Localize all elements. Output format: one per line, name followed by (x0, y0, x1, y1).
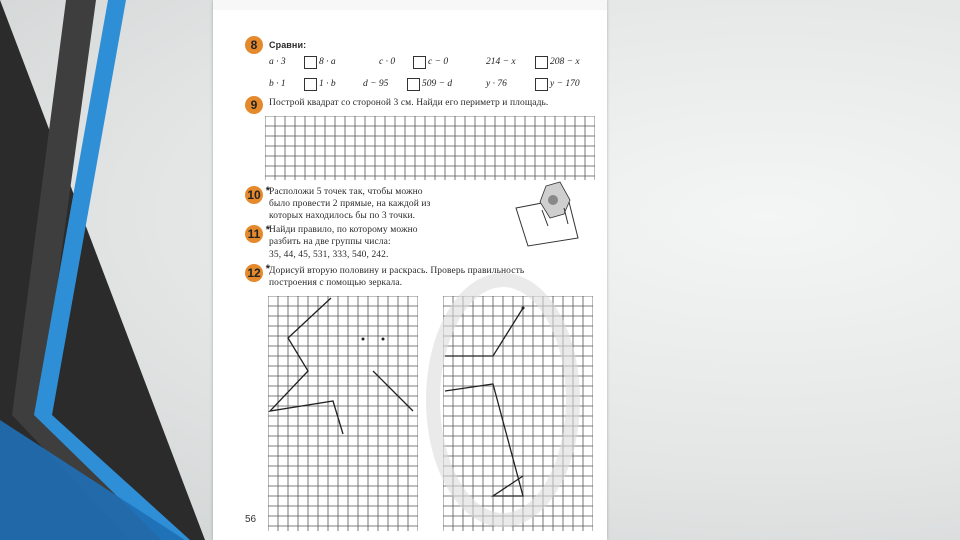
comparison-box[interactable] (304, 56, 317, 69)
t8-r1-b-right: c − 0 (428, 57, 449, 67)
comparison-box[interactable] (535, 56, 548, 69)
comparison-box[interactable] (407, 78, 420, 91)
grid-task-9 (265, 116, 595, 180)
task-10-line-2: было провести 2 прямые, на каждой из (269, 199, 431, 209)
t8-r2-c-right: y − 170 (550, 79, 580, 89)
task-8-number: 8 (245, 36, 263, 54)
task-8-title: Сравни: (269, 40, 307, 50)
task-11-number: 11 * (245, 225, 263, 243)
task-11-line-1: Найди правило, по которому можно (269, 225, 418, 235)
task-12-line-2: построения с помощью зеркала. (269, 278, 403, 288)
t8-r1-a-right: 8 · a (319, 57, 336, 67)
task-11-numbers: 35, 44, 45, 531, 333, 540, 242. (269, 250, 389, 260)
figure-grid-left (268, 296, 418, 531)
comparison-box[interactable] (304, 78, 317, 91)
t8-r1-c-left: 214 − x (486, 57, 516, 67)
task-10-line-1: Расположи 5 точек так, чтобы можно (269, 187, 423, 197)
illustration-picture (508, 180, 588, 250)
t8-r2-c-left: y · 76 (486, 79, 507, 89)
task-11-line-2: разбить на две группы числа: (269, 237, 391, 247)
watermark (418, 270, 588, 530)
figure-segment-left (373, 371, 413, 411)
t8-r1-b-left: c · 0 (379, 57, 396, 67)
task-9-number: 9 (245, 96, 263, 114)
t8-r2-b-right: 509 − d (422, 79, 453, 89)
task-12-number: 12 * (245, 264, 263, 282)
task-12-line-1: Дорисуй вторую половину и раскрась. Проверь правильность (269, 266, 525, 276)
comparison-box[interactable] (535, 78, 548, 91)
t8-r1-a-left: a · 3 (269, 57, 286, 67)
decorative-stripes (0, 0, 220, 540)
task-9-text: Построй квадрат со стороной 3 см. Найди его периметр и площадь. (269, 98, 549, 108)
workbook-page (213, 0, 607, 540)
t8-r2-a-right: 1 · b (319, 79, 336, 89)
task-10-line-3: которых находилось бы по 3 точки. (269, 211, 416, 221)
comparison-box[interactable] (413, 56, 426, 69)
t8-r2-b-left: d − 95 (363, 79, 389, 89)
page-number: 56 (245, 514, 257, 525)
page-top-edge (213, 0, 607, 10)
t8-r1-c-right: 208 − x (550, 57, 580, 67)
task-10-number: 10 * (245, 186, 263, 204)
t8-r2-a-left: b · 1 (269, 79, 286, 89)
